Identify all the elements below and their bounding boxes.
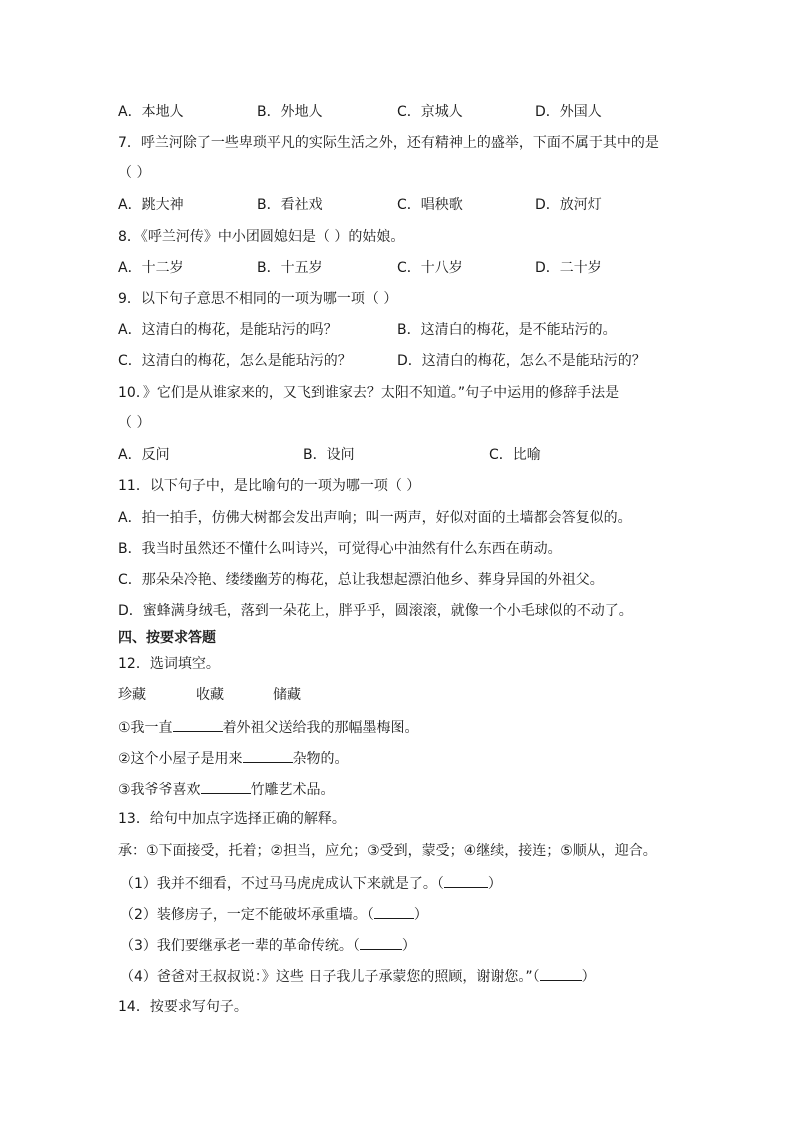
q13-item-1-blank[interactable] <box>444 873 488 888</box>
q7-option-a: A．跳大神 <box>118 197 184 213</box>
q6-option-b: B．外地人 <box>257 104 323 120</box>
q8-option-c: C．十八岁 <box>397 260 463 276</box>
q12-item-1-before: ①我一直 <box>118 720 173 736</box>
q7-stem: 7．呼兰河除了一些卑琐平凡的实际生活之外，还有精神上的盛举，下面不属于其中的是 <box>118 135 659 151</box>
q9-option-c: C．这清白的梅花，怎么是能玷污的？ <box>118 353 352 369</box>
q11-option-c: C．那朵朵冷艳、缕缕幽芳的梅花，总让我想起漂泊他乡、葬身异国的外祖父。 <box>118 572 604 588</box>
q9-option-b: B．这清白的梅花，是不能玷污的。 <box>397 322 617 338</box>
q13-item-2 <box>120 904 428 924</box>
q8-stem: 8．《呼兰河传》中小团圆媳妇是（ ）的姑娘。 <box>118 229 405 245</box>
q6-option-d: D．外国人 <box>535 104 602 120</box>
q12-item-3 <box>118 779 335 799</box>
q7-paren: （ ） <box>118 165 151 181</box>
q10-option-a: A．反问 <box>118 447 170 463</box>
q8-option-a: A．十二岁 <box>118 260 184 276</box>
q12-item-3-blank[interactable] <box>201 779 251 794</box>
q12-item-3-after: 竹雕艺术品。 <box>250 782 335 798</box>
q12-item-2-before: ②这个小屋子是用来 <box>118 751 243 767</box>
q12-item-3-before: ③我爷爷喜欢 <box>118 782 201 798</box>
q13-item-4-close: ） <box>581 969 596 985</box>
q13-item-4-blank[interactable] <box>540 966 582 981</box>
q10-option-c: C．比喻 <box>489 447 541 463</box>
q13-item-2-close: ） <box>413 907 428 923</box>
q12-item-1-after: 着外祖父送给我的那幅墨梅图。 <box>222 720 419 736</box>
q14-stem: 14．按要求写句子。 <box>118 999 248 1015</box>
q13-item-1 <box>120 873 502 893</box>
q11-option-a: A．拍一拍手，仿佛大树都会发出声响；叫一两声，好似对面的土墙都会答复似的。 <box>118 510 632 526</box>
q13-item-3-close: ） <box>401 938 416 954</box>
q13-item-2-text: （2）装修房子，一定不能破坏承重墙。（ <box>120 907 374 923</box>
q11-stem: 11．以下句子中，是比喻句的一项为哪一项（ ） <box>118 478 421 494</box>
q10-paren: （ ） <box>118 415 151 431</box>
q13-item-3 <box>120 935 416 955</box>
q13-stem: 13．给句中加点字选择正确的解释。 <box>118 811 346 827</box>
q11-option-b: B．我当时虽然还不懂什么叫诗兴，可觉得心中油然有什么东西在萌动。 <box>118 541 562 557</box>
q7-option-b: B．看社戏 <box>257 197 323 213</box>
q6-option-c: C．京城人 <box>397 104 463 120</box>
q7-option-c: C．唱秧歌 <box>397 197 463 213</box>
q6-option-a: A．本地人 <box>118 104 184 120</box>
q13-item-2-blank[interactable] <box>374 904 414 919</box>
q11-option-d: D．蜜蜂满身绒毛，落到一朵花上，胖乎乎，圆滚滚，就像一个小毛球似的不动了。 <box>118 603 633 619</box>
q12-word-1: 珍藏 <box>118 687 146 703</box>
q12-item-1 <box>118 717 419 737</box>
q13-definitions: 承：①下面接受，托着；②担当，应允；③受到，蒙受；④继续，接连；⑤顺从，迎合。 <box>118 843 657 859</box>
q13-item-4 <box>120 966 596 986</box>
q12-item-1-blank[interactable] <box>173 717 223 732</box>
q12-stem: 12．选词填空。 <box>118 656 220 672</box>
q9-option-a: A．这清白的梅花，是能玷污的吗？ <box>118 322 338 338</box>
q13-item-1-close: ） <box>487 876 502 892</box>
q9-stem: 9．以下句子意思不相同的一项为哪一项（ ） <box>118 291 398 307</box>
q8-option-b: B．十五岁 <box>257 260 323 276</box>
section-title: 四、按要求答题 <box>118 630 216 646</box>
q13-item-4-text: （4）爸爸对王叔叔说：》这些 日子我儿子承蒙您的照顾，谢谢您。”（ <box>120 969 540 985</box>
q13-item-3-blank[interactable] <box>360 935 402 950</box>
q10-option-b: B．设问 <box>303 447 355 463</box>
q9-option-d: D．这清白的梅花，怎么不是能玷污的？ <box>397 353 646 369</box>
q12-word-3: 储藏 <box>273 687 301 703</box>
q10-stem: 10．》它们是从谁家来的，又飞到谁家去？太阳不知道。”句子中运用的修辞手法是 <box>118 385 620 401</box>
q12-item-2-after: 杂物的。 <box>292 751 349 767</box>
q12-item-2 <box>118 748 349 768</box>
q12-item-2-blank[interactable] <box>243 748 293 763</box>
q13-item-3-text: （3）我们要继承老一辈的革命传统。（ <box>120 938 360 954</box>
q8-option-d: D．二十岁 <box>535 260 602 276</box>
q12-word-2: 收藏 <box>196 687 224 703</box>
q7-option-d: D．放河灯 <box>535 197 602 213</box>
q13-item-1-text: （1）我并不细看，不过马马虎虎成认下来就是了。（ <box>120 876 444 892</box>
